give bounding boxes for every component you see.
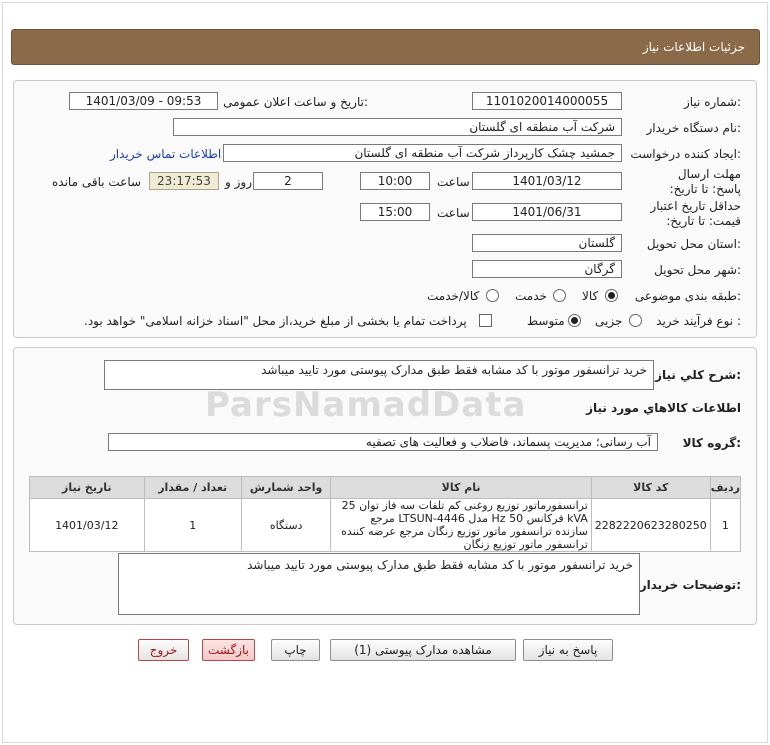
days-and-label: روز و: [225, 175, 252, 189]
cell-code: 2282220623280250: [591, 499, 710, 552]
remaining-label: ساعت باقی مانده: [52, 175, 142, 189]
reply-button[interactable]: پاسخ به نیاز: [523, 639, 613, 661]
remaining-time-field: 23:17:53: [149, 172, 219, 190]
category-label: طبقه بندی موضوعی:: [634, 289, 741, 303]
treasury-payment-note: پرداخت تمام یا بخشی از مبلغ خرید،از محل "اسناد خزانه اسلامی" خواهد بود.: [84, 314, 467, 328]
purchase-process-label: نوع فرآیند خرید :: [656, 314, 741, 328]
category-radio-goods[interactable]: [605, 289, 618, 302]
cell-unit: دستگاه: [241, 499, 330, 552]
view-attachments-button[interactable]: مشاهده مدارک پیوستی (1): [330, 639, 516, 661]
exit-button[interactable]: خروج: [138, 639, 189, 661]
response-time-label: ساعت: [437, 175, 470, 189]
need-number-label: شماره نیاز:: [683, 95, 741, 109]
need-number-field: 1101020014000055: [472, 92, 622, 110]
response-time-field: 10:00: [360, 172, 430, 190]
goods-table-header: [30, 477, 741, 499]
buyer-org-field: شرکت آب منطقه ای گلستان: [173, 118, 622, 136]
col-name: نام کالا: [331, 477, 591, 499]
response-date-field: 1401/03/12: [472, 172, 622, 190]
treasury-payment-checkbox[interactable]: [479, 314, 492, 327]
col-date: تاریخ نیاز: [30, 477, 145, 499]
requester-field: جمشید چشک کارپرداز شرکت آب منطقه ای گلستان: [223, 144, 622, 162]
page-title: جزئیات اطلاعات نیاز: [642, 40, 745, 54]
category-radio-goods-service[interactable]: [486, 289, 499, 302]
process-label-minor: جزیی: [595, 314, 623, 328]
validity-date-field: 1401/06/31: [472, 203, 622, 221]
process-radio-medium[interactable]: [568, 314, 581, 327]
print-button[interactable]: چاپ: [271, 639, 320, 661]
cell-date: 1401/03/12: [30, 499, 145, 552]
watermark: ParsNamadData: [205, 385, 527, 425]
general-description-label: شرح کلي نياز:: [655, 368, 741, 382]
header-bar: [11, 29, 760, 65]
buyer-org-label: نام دستگاه خریدار:: [646, 121, 741, 135]
goods-group-label: گروه کالا:: [682, 436, 741, 450]
col-code: کد کالا: [591, 477, 710, 499]
buyer-notes-field: خرید ترانسفور موتور با کد مشابه فقط طبق مدارک پیوستی مورد تایید میباشد: [118, 553, 640, 615]
cell-row: 1: [710, 499, 740, 552]
col-unit: واحد شمارش: [241, 477, 330, 499]
delivery-province-field: گلستان: [472, 234, 622, 252]
goods-table: [29, 476, 741, 552]
buyer-notes-label: توضیحات خریدار:: [639, 578, 741, 592]
category-label-service: خدمت: [515, 289, 547, 303]
col-qty: تعداد / مقدار: [144, 477, 241, 499]
back-button[interactable]: بازگشت: [202, 639, 255, 661]
general-description-field: خرید ترانسفور موتور با کد مشابه فقط طبق مدارک پیوستی مورد تایید میباشد: [104, 360, 654, 390]
buyer-contact-link[interactable]: اطلاعات تماس خریدار: [110, 147, 222, 161]
delivery-city-field: گرگان: [472, 260, 622, 278]
announce-datetime-label: تاریخ و ساعت اعلان عمومی:: [223, 95, 368, 109]
cell-name: ترانسفورماتور توزیع روغنی کم تلفات سه فاز توان 25 kVA فرکانس 50 Hz مدل LTSUN-4446 مرجع سازنده ترانسفور ماتور توزیع زنگان مرجع عرضه کننده ترانسفور ماتور توزیع زنگان: [331, 499, 591, 552]
table-row: [30, 499, 741, 552]
delivery-province-label: استان محل تحویل:: [646, 237, 741, 251]
category-label-goods-service: کالا/خدمت: [427, 289, 480, 303]
category-radio-service[interactable]: [553, 289, 566, 302]
announce-datetime-field: 1401/03/09 - 09:53: [69, 92, 218, 110]
process-label-medium: متوسط: [527, 314, 565, 328]
process-radio-minor[interactable]: [629, 314, 642, 327]
category-label-goods: کالا: [582, 289, 599, 303]
validity-time-field: 15:00: [360, 203, 430, 221]
delivery-city-label: شهر محل تحویل:: [654, 263, 741, 277]
response-deadline-label: مهلت ارسال پاسخ: تا تاریخ:: [669, 167, 741, 196]
goods-info-heading: اطلاعات کالاهاي مورد نياز: [586, 401, 741, 415]
col-row: ردیف: [710, 477, 740, 499]
goods-group-field: آب رسانی؛ مدیریت پسماند، فاضلاب و فعالیت های تصفیه: [108, 433, 658, 451]
validity-time-label: ساعت: [437, 206, 470, 220]
price-validity-label: حداقل تاریخ اعتبار قیمت: تا تاریخ:: [650, 199, 741, 228]
remaining-days-field: 2: [253, 172, 323, 190]
cell-qty: 1: [144, 499, 241, 552]
requester-label: ایجاد کننده درخواست:: [630, 147, 741, 161]
